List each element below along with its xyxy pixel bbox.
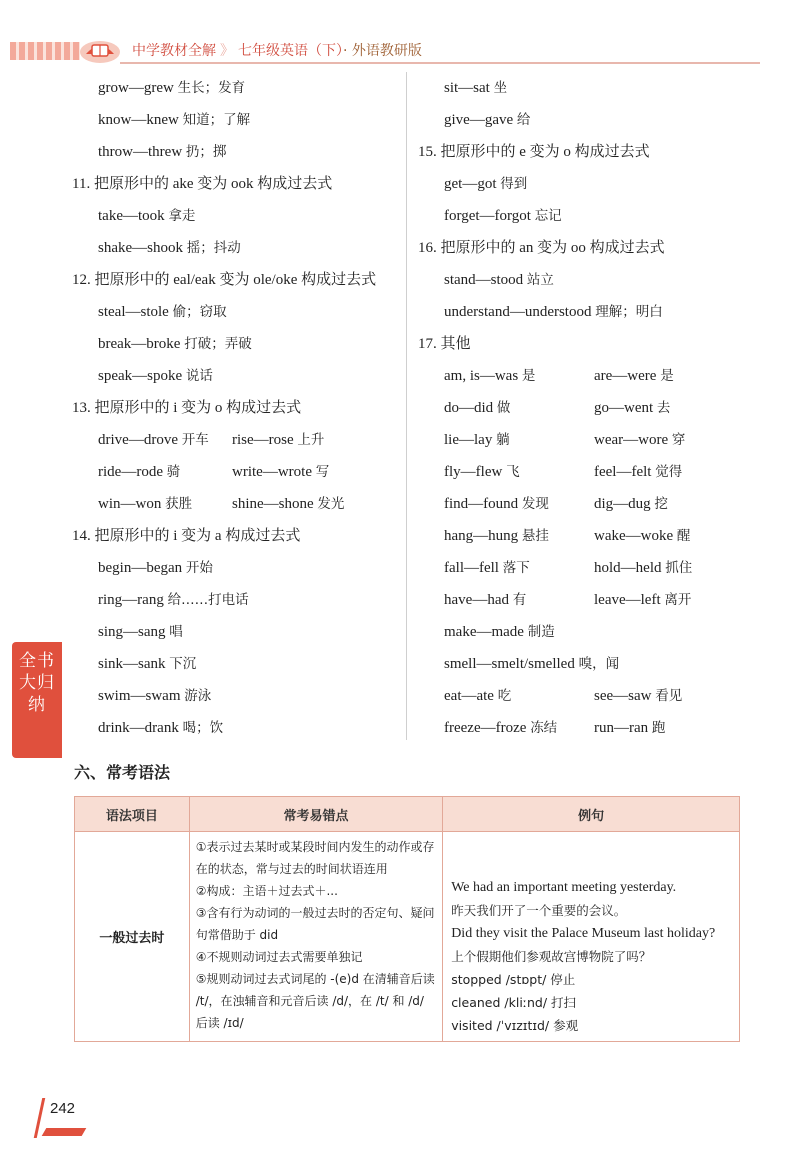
grammar-examples-cell — [443, 832, 740, 1042]
verb-pair-b — [594, 424, 685, 456]
list-item — [418, 520, 758, 552]
list-item — [72, 584, 407, 616]
list-item — [418, 712, 758, 744]
example-sentence: visited /ˈvɪzɪtɪd/ 参观 — [451, 1018, 579, 1033]
list-item — [72, 72, 407, 104]
verb-forms: freeze—froze — [444, 720, 527, 736]
verb-meaning: 打破；弄破 — [184, 336, 252, 352]
rule-heading: 16. 把原形中的 an 变为 oo 构成过去式 — [418, 240, 665, 256]
list-item — [418, 264, 758, 296]
verb-pair-a — [444, 392, 510, 424]
verb-meaning: 是 — [660, 368, 674, 384]
examples-spacer — [451, 836, 731, 876]
list-item — [418, 360, 758, 392]
list-item — [418, 424, 758, 456]
table-header-row — [75, 797, 740, 832]
verb-meaning: 挖 — [654, 496, 668, 512]
verb-meaning: 扔；掷 — [185, 144, 227, 160]
verb-pair-a — [444, 712, 557, 744]
list-item — [72, 552, 407, 584]
verb-forms: drive—drove — [98, 432, 178, 448]
verb-meaning: 写 — [315, 464, 330, 480]
example-sentence: We had an important meeting yesterday. — [451, 880, 677, 895]
verb-meaning: 生长；发育 — [177, 80, 246, 96]
verb-meaning: 发光 — [317, 496, 345, 512]
verb-forms: sit—sat — [444, 80, 490, 96]
verb-forms: take—took — [98, 208, 165, 224]
verb-meaning: 做 — [496, 400, 511, 416]
verb-forms: write—wrote — [232, 464, 312, 480]
rule-heading: 15. 把原形中的 e 变为 o 构成过去式 — [418, 144, 650, 160]
list-item — [72, 488, 407, 520]
verb-meaning: 摇；抖动 — [186, 240, 241, 256]
verb-pair-a — [98, 424, 209, 456]
verb-forms: swim—swam — [98, 688, 181, 704]
verb-pair-a — [444, 424, 510, 456]
title-separator: 》 — [220, 43, 234, 59]
example-sentence: stopped /stɒpt/ 停止 — [451, 972, 576, 987]
verb-forms: know—knew — [98, 112, 179, 128]
verb-meaning: 醒 — [676, 528, 691, 544]
verb-forms: understand—understood — [444, 304, 592, 320]
series-title: 中学教材全解 — [132, 43, 216, 59]
verb-forms: leave—left — [594, 592, 661, 608]
grammar-point: ③含有行为动词的一般过去时的否定句、疑问句常借助于 did — [195, 906, 435, 942]
verb-meaning: 得到 — [500, 176, 528, 192]
verb-meaning: 忘记 — [534, 208, 562, 224]
verb-forms: get—got — [444, 176, 497, 192]
verb-meaning: 开始 — [185, 560, 213, 576]
verb-forms: see—saw — [594, 688, 652, 704]
table-row — [75, 832, 740, 1042]
list-item — [72, 296, 407, 328]
verb-forms: speak—spoke — [98, 368, 183, 384]
verb-pair-b — [232, 424, 324, 456]
verb-forms: am, is—was — [444, 368, 519, 384]
verb-pair-b — [594, 392, 670, 424]
section-title: 六、常考语法 — [74, 763, 171, 782]
verb-pair-a — [444, 456, 520, 488]
grammar-item-cell: 一般过去时 — [75, 832, 190, 1042]
list-item — [418, 392, 758, 424]
verb-forms: smell—smelt/smelled — [444, 656, 575, 672]
verb-meaning: 嗅，闻 — [578, 656, 620, 672]
column-divider — [406, 72, 407, 740]
verb-meaning: 获胜 — [165, 496, 193, 512]
verb-pair-b — [594, 552, 692, 584]
list-item — [418, 168, 758, 200]
verb-meaning: 唱 — [169, 624, 183, 640]
verb-meaning: 说话 — [185, 368, 213, 384]
verb-meaning: 开车 — [181, 432, 209, 448]
verb-meaning: 抓住 — [665, 560, 693, 576]
verb-pair-b — [594, 488, 668, 520]
right-column — [418, 72, 758, 744]
list-item — [72, 104, 407, 136]
list-item — [418, 200, 758, 232]
verb-forms: begin—began — [98, 560, 183, 576]
rule-heading: 17. 其他 — [418, 336, 471, 352]
header-rule — [120, 62, 760, 64]
list-item — [418, 552, 758, 584]
grammar-table — [74, 796, 740, 1042]
list-item — [418, 72, 758, 104]
table-header-cell: 语法项目 — [75, 797, 190, 832]
header-decoration — [10, 42, 80, 60]
example-sentence: 昨天我们开了一个重要的会议。 — [451, 903, 627, 918]
verb-pair-b — [232, 488, 344, 520]
book-logo-icon — [78, 34, 122, 64]
verb-meaning: 骑 — [166, 464, 181, 480]
list-item — [418, 584, 758, 616]
edition-label: · 外语教研版 — [343, 43, 422, 59]
list-item — [72, 456, 407, 488]
verb-forms: dig—dug — [594, 496, 651, 512]
verb-meaning: 有 — [512, 592, 527, 608]
rule-heading: 11. 把原形中的 ake 变为 ook 构成过去式 — [72, 176, 333, 192]
verb-pair-b — [594, 456, 682, 488]
verb-forms: steal—stole — [98, 304, 169, 320]
verb-meaning: 理解；明白 — [595, 304, 663, 320]
verb-meaning: 上升 — [297, 432, 325, 448]
example-sentence: cleaned /kliːnd/ 打扫 — [451, 995, 577, 1010]
rule-heading: 13. 把原形中的 i 变为 o 构成过去式 — [72, 400, 302, 416]
verb-pair-a — [98, 488, 192, 520]
grammar-point: ④不规则动词过去式需要单独记 — [195, 950, 363, 964]
grammar-point: ⑤规则动词过去式词尾的 -(e)d 在清辅音后读 /t/，在浊辅音和元音后读 /d/，在 /t/ 和 /d/ 后读 /ɪd/ — [195, 972, 435, 1030]
list-item — [418, 488, 758, 520]
list-item — [418, 648, 758, 680]
side-tab: 全书大归纳 — [12, 642, 62, 758]
verb-meaning: 给 — [516, 112, 531, 128]
list-item — [72, 648, 407, 680]
verb-meaning: 落下 — [502, 560, 530, 576]
verb-forms: wear—wore — [594, 432, 669, 448]
verb-forms: drink—drank — [98, 720, 179, 736]
grammar-point: ②构成：主语＋过去式＋... — [195, 884, 338, 898]
verb-pair-b — [594, 360, 674, 392]
verb-forms: ride—rode — [98, 464, 163, 480]
list-item — [72, 680, 407, 712]
verb-meaning: 发现 — [521, 496, 549, 512]
verb-forms: are—were — [594, 368, 657, 384]
verb-pair-b — [232, 456, 329, 488]
example-sentence: Did they visit the Palace Museum last holiday? — [451, 926, 716, 941]
list-item — [72, 136, 407, 168]
verb-meaning: 去 — [656, 400, 671, 416]
verb-forms: stand—stood — [444, 272, 524, 288]
verb-forms: fall—fell — [444, 560, 499, 576]
verb-meaning: 坐 — [493, 80, 508, 96]
verb-meaning: 给……打电话 — [167, 592, 249, 608]
verb-forms: sink—sank — [98, 656, 166, 672]
verb-forms: grow—grew — [98, 80, 174, 96]
verb-pair-b — [594, 680, 682, 712]
example-sentence: 上个假期他们参观故宫博物院了吗？ — [451, 949, 652, 964]
verb-meaning: 冻结 — [530, 720, 558, 736]
verb-meaning: 站立 — [526, 272, 554, 288]
verb-pair-b — [594, 712, 665, 744]
verb-forms: have—had — [444, 592, 509, 608]
verb-meaning: 游泳 — [184, 688, 212, 704]
table-header-cell: 常考易错点 — [189, 797, 442, 832]
verb-forms: shine—shone — [232, 496, 314, 512]
verb-forms: go—went — [594, 400, 654, 416]
verb-meaning: 制造 — [527, 624, 555, 640]
list-item — [72, 616, 407, 648]
verb-pair-b — [594, 520, 690, 552]
verb-pair-a — [444, 680, 511, 712]
verb-forms: wake—woke — [594, 528, 674, 544]
verb-meaning: 悬挂 — [521, 528, 549, 544]
list-item — [72, 328, 407, 360]
list-item — [418, 456, 758, 488]
verb-meaning: 跑 — [651, 720, 666, 736]
verb-forms: lie—lay — [444, 432, 493, 448]
verb-meaning: 吃 — [497, 688, 512, 704]
book-title: 七年级英语（下） — [238, 43, 343, 59]
list-item — [72, 232, 407, 264]
verb-meaning: 看见 — [655, 688, 683, 704]
verb-pair-a — [444, 552, 530, 584]
verb-forms: hang—hung — [444, 528, 519, 544]
rule-heading: 14. 把原形中的 i 变为 a 构成过去式 — [72, 528, 301, 544]
verb-forms: forget—forgot — [444, 208, 531, 224]
verb-pair-a — [444, 360, 535, 392]
list-item — [418, 104, 758, 136]
grammar-point: ①表示过去某时或某段时间内发生的动作或存在的状态，常与过去的时间状语连用 — [195, 840, 435, 876]
verb-forms: rise—rose — [232, 432, 294, 448]
verb-meaning: 喝；饮 — [182, 720, 224, 736]
verb-meaning: 下沉 — [169, 656, 197, 672]
verb-forms: hold—held — [594, 560, 662, 576]
verb-meaning: 躺 — [496, 432, 510, 448]
list-item — [72, 712, 407, 744]
verb-forms: eat—ate — [444, 688, 494, 704]
verb-forms: sing—sang — [98, 624, 166, 640]
verb-forms: make—made — [444, 624, 524, 640]
verb-meaning: 偷；窃取 — [172, 304, 227, 320]
verb-pair-a — [444, 520, 549, 552]
rule-heading: 12. 把原形中的 eal/eak 变为 ole/oke 构成过去式 — [72, 272, 377, 288]
list-item — [418, 680, 758, 712]
verb-forms: throw—threw — [98, 144, 183, 160]
list-item — [418, 616, 758, 648]
verb-forms: give—gave — [444, 112, 514, 128]
verb-meaning: 拿走 — [168, 208, 196, 224]
verb-meaning: 觉得 — [655, 464, 683, 480]
header-title — [132, 40, 422, 60]
verb-meaning: 离开 — [664, 592, 692, 608]
verb-pair-a — [98, 456, 180, 488]
verb-meaning: 知道；了解 — [182, 112, 251, 128]
list-item — [72, 424, 407, 456]
verb-forms: find—found — [444, 496, 519, 512]
grammar-points-cell — [189, 832, 442, 1042]
verb-forms: break—broke — [98, 336, 181, 352]
page-header — [0, 34, 800, 70]
verb-forms: do—did — [444, 400, 494, 416]
verb-pair-a — [444, 584, 526, 616]
verb-meaning: 飞 — [506, 464, 520, 480]
verb-forms: win—won — [98, 496, 162, 512]
verb-pair-b — [594, 584, 691, 616]
verb-meaning: 是 — [521, 368, 536, 384]
verb-forms: run—ran — [594, 720, 649, 736]
verb-pair-a — [444, 488, 549, 520]
list-item — [72, 200, 407, 232]
verb-forms: fly—flew — [444, 464, 503, 480]
verb-forms: shake—shook — [98, 240, 183, 256]
table-header-cell: 例句 — [443, 797, 740, 832]
list-item — [72, 360, 407, 392]
page-number-underline — [42, 1128, 87, 1136]
verb-forms: feel—felt — [594, 464, 652, 480]
verb-forms: ring—rang — [98, 592, 164, 608]
left-column — [72, 72, 407, 744]
page-number: 242 — [50, 1100, 76, 1117]
verb-meaning: 穿 — [671, 432, 686, 448]
list-item — [418, 296, 758, 328]
